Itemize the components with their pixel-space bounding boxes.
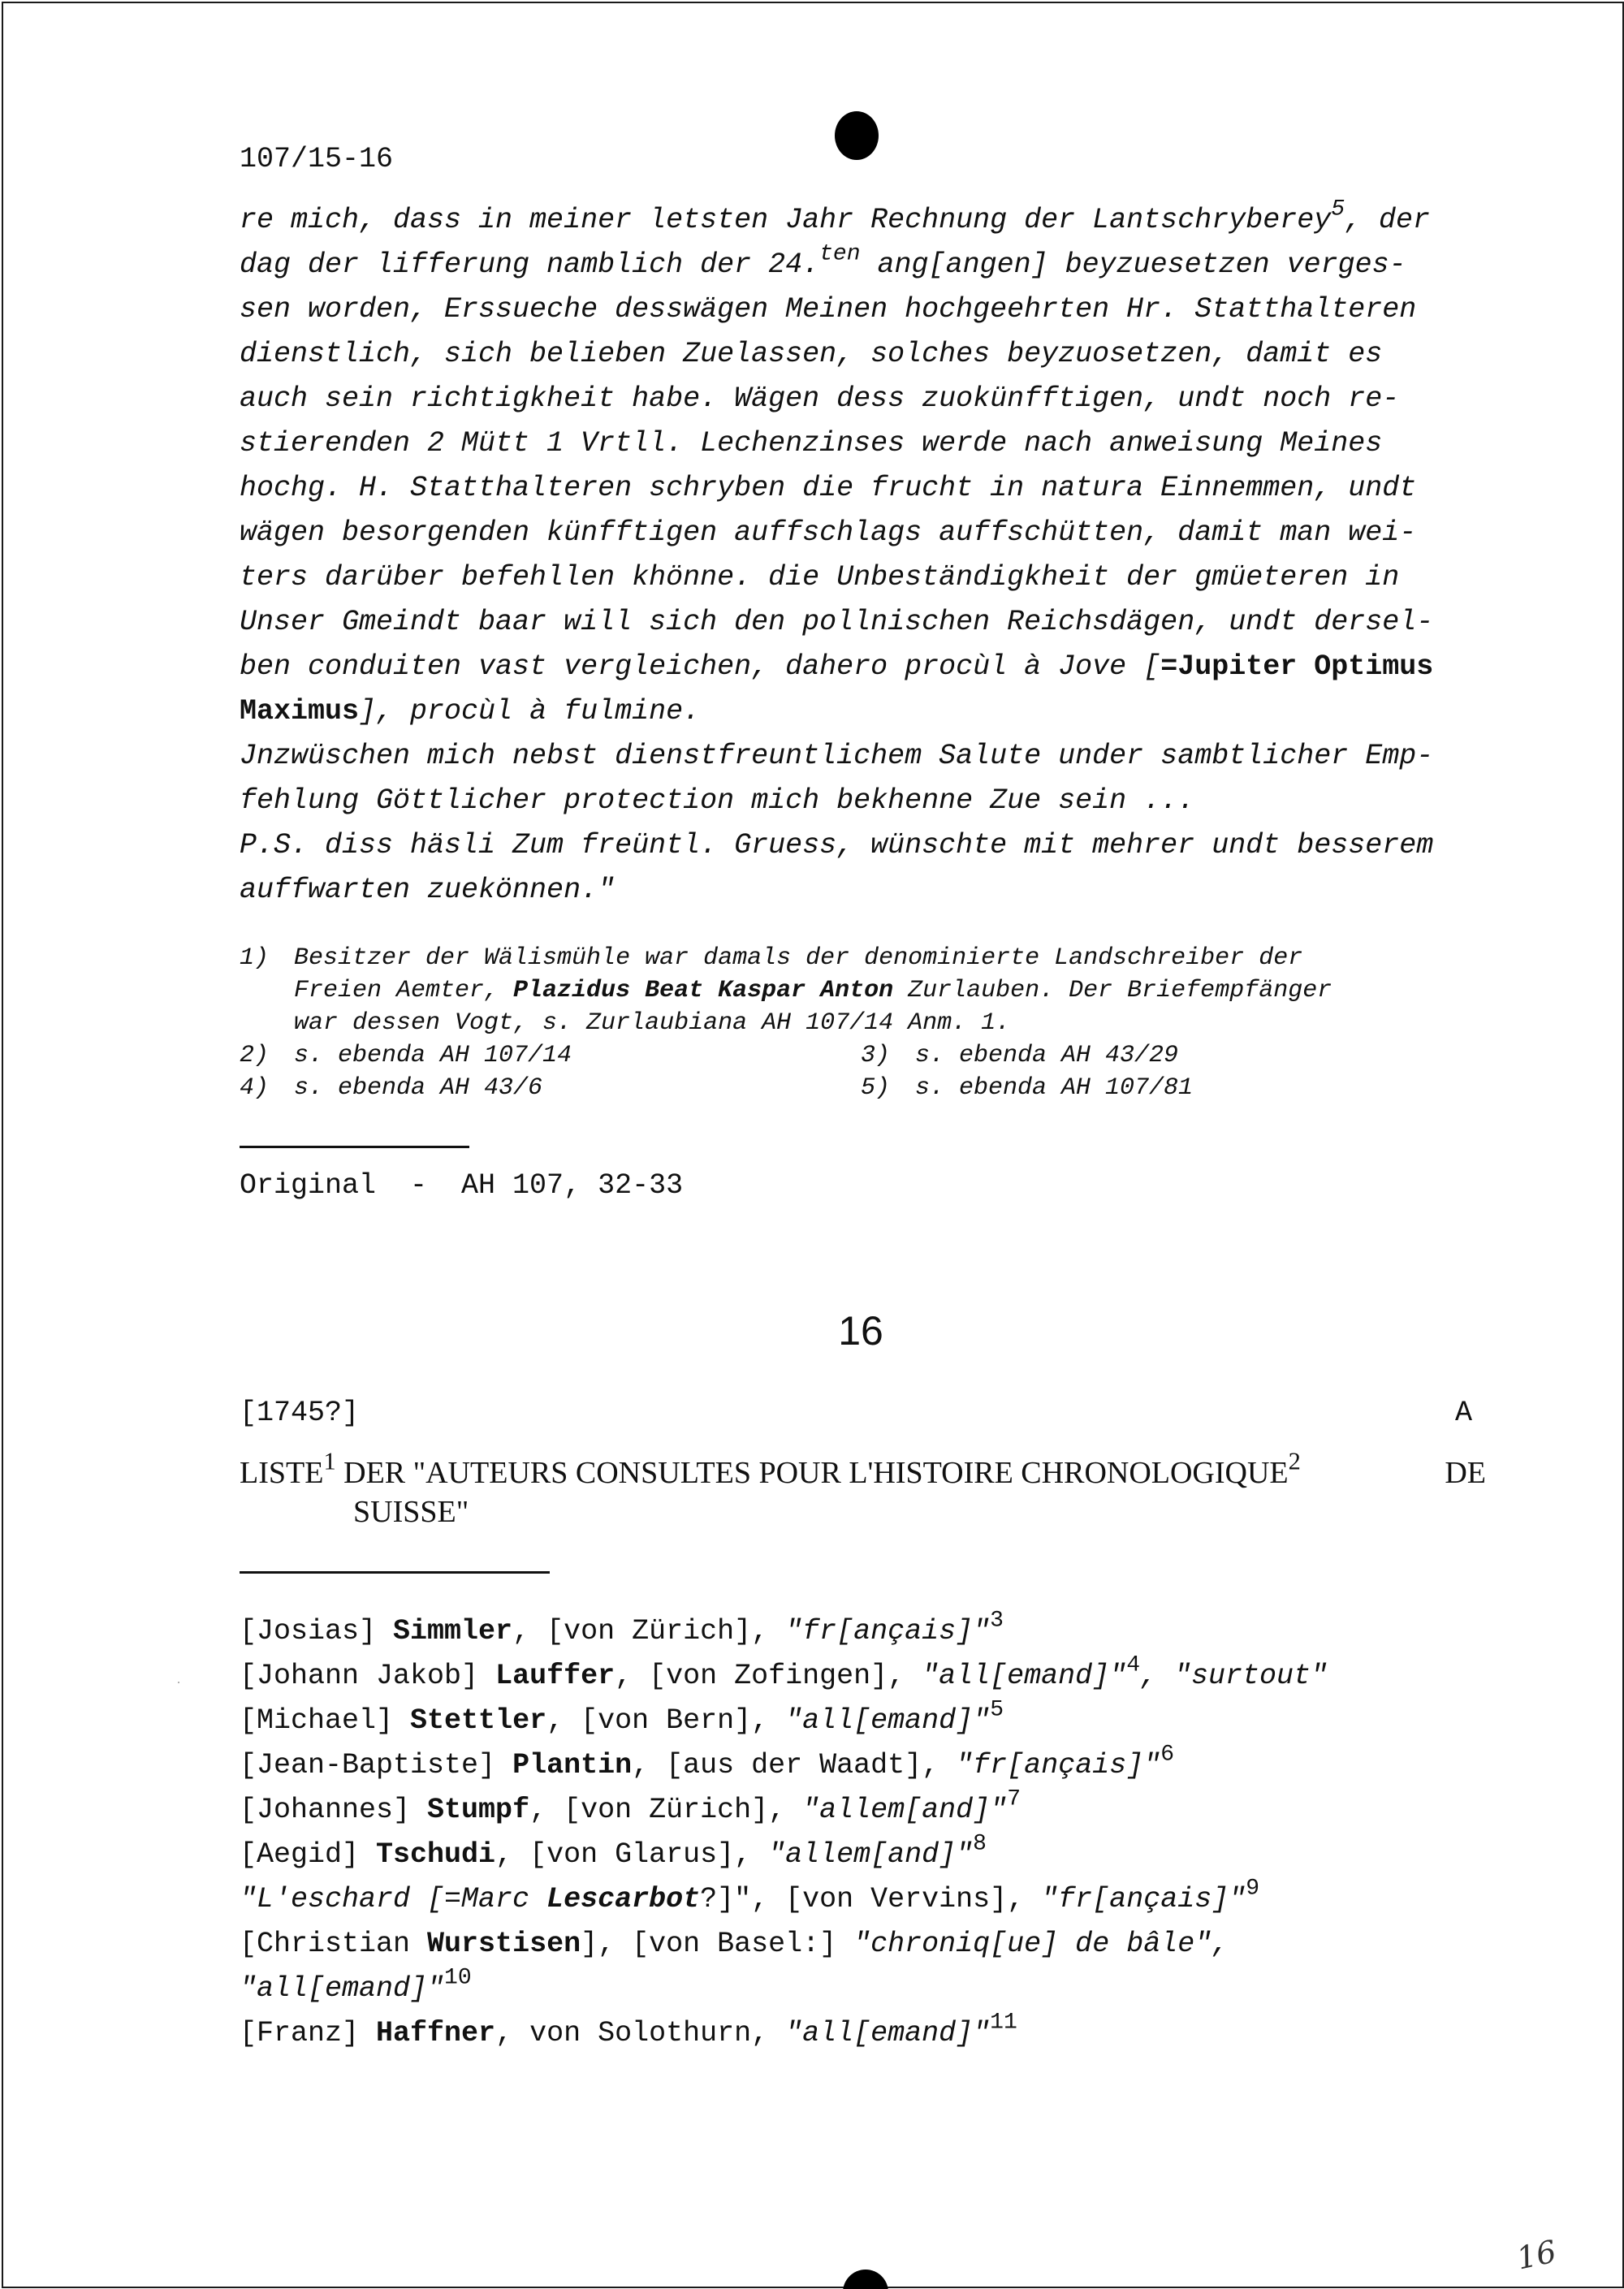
document-title: LISTE$^1$ DER "AUTEURS CONSULTES POUR L'HISTOIRE CHRONOLOGIQUE$^2$ DE SUISSE" [240,1447,1486,1529]
letter-line: re mich, dass in meiner letsten Jahr Rechnung der Lantschryberey$^5$, der [240,197,1431,236]
letter-closing-line: Jnzwüschen mich nebst dienstfreuntlichem Salute under sambtlicher Emp- [240,740,1434,772]
letter-line: ters darüber befehllen khönne. die Unbeständigkheit der gmüeteren in [240,561,1400,594]
scan-speck [178,1682,179,1683]
footnote-4: 4) s. ebenda AH 43/6 [240,1074,543,1102]
separator-rule [240,1571,550,1574]
letter-line: Maximus], procùl à fulmine. [240,695,701,728]
footnote-2: 2) s. ebenda AH 107/14 [240,1042,572,1069]
letter-line: sen worden, Erssueche desswägen Meinen hochgeehrten Hr. Statthalteren [240,293,1417,326]
author-list [240,1609,1506,2056]
document-marker: A [1455,1397,1473,1429]
letter-line: dienstlich, sich belieben Zuelassen, solches beyzuosetzen, damit es [240,338,1383,370]
author-entry: "L'eschard [=Marc Lescarbot?]", [von Vervins], "fr[ançais]"$^9$ [240,1876,1260,1915]
letter-line: hochg. H. Statthalteren schryben die frucht in natura Einnemmen, undt [240,472,1417,504]
author-entry: [Michael] Stettler, [von Bern], "all[emand]"$^5$ [240,1697,1004,1737]
letter-line: Unser Gmeindt baar will sich den pollnischen Reichsdägen, undt dersel- [240,606,1434,638]
footnotes [240,942,1482,1104]
author-entry: [Franz] Haffner, von Solothurn, "all[emand]"$^{11}$ [240,2010,1017,2049]
page-reference: 107/15-16 [240,143,394,175]
author-entry: [Johann Jakob] Lauffer, [von Zofingen], "all[emand]"$^4$, "surtout" [240,1652,1328,1692]
handwritten-page-number: 16 [1513,2233,1560,2277]
separator-rule [240,1146,469,1148]
letter-line: ben conduiten vast vergleichen, dahero procùl à Jove [=Jupiter Optimus [240,650,1434,683]
author-entry: [Josias] Simmler, [von Zürich], "fr[ançais]"$^3$ [240,1608,1004,1648]
letter-line: auch sein richtigkheit habe. Wägen dess zuokünfftigen, undt noch re- [240,382,1400,415]
author-entry: [Johannes] Stumpf, [von Zürich], "allem[and]"$^7$ [240,1786,1021,1826]
footnote-5: 5) s. ebenda AH 107/81 [861,1074,1194,1102]
footnote-1: 1) Besitzer der Wälismühle war damals der denominierte Landschreiber der Freien Aemter, Plazidus Beat Kaspar Anton Zurlauben. Der Briefempfänger war dessen Vogt, s. Zurlaubiana AH 107/14 Anm. 1. [240,944,1332,1037]
author-entry: [Jean-Baptiste] Plantin, [aus der Waadt], "fr[ançais]"$^6$ [240,1742,1175,1782]
footnote-row [240,1072,1482,1104]
letter-line: wägen besorgenden künfftigen auffschlags auffschütten, damit man wei- [240,516,1417,549]
letter-closing-line: auffwarten zuekönnen." [240,874,615,906]
document-date: [1745?] [240,1397,360,1429]
letter-body [240,198,1482,913]
letter-line: dag der lifferung namblich der 24.$^{ten}$ ang[angen] beyzuesetzen verges- [240,241,1406,281]
letter-closing-line: P.S. diss häsli Zum freüntl. Gruess, wünschte mit mehrer undt besserem [240,829,1434,862]
letter-closing-line: fehlung Göttlicher protection mich bekhenne Zue sein ... [240,784,1195,817]
author-entry: [Christian Wurstisen], [von Basel:] "chroniq[ue] de bâle", [240,1928,1229,1960]
source-reference: Original - AH 107, 32-33 [240,1169,684,1202]
author-entry: [Aegid] Tschudi, [von Glarus], "allem[and]"$^8$ [240,1831,987,1871]
footnote-3: 3) s. ebenda AH 43/29 [861,1042,1179,1069]
letter-line: stierenden 2 Mütt 1 Vrtll. Lechenzinses werde nach anweisung Meines [240,427,1383,460]
punch-hole-top [835,111,879,160]
footnote-row [240,1039,1482,1072]
author-entry-continued: "all[emand]"$^{10}$ [240,1965,472,2005]
document-number: 16 [838,1308,883,1354]
